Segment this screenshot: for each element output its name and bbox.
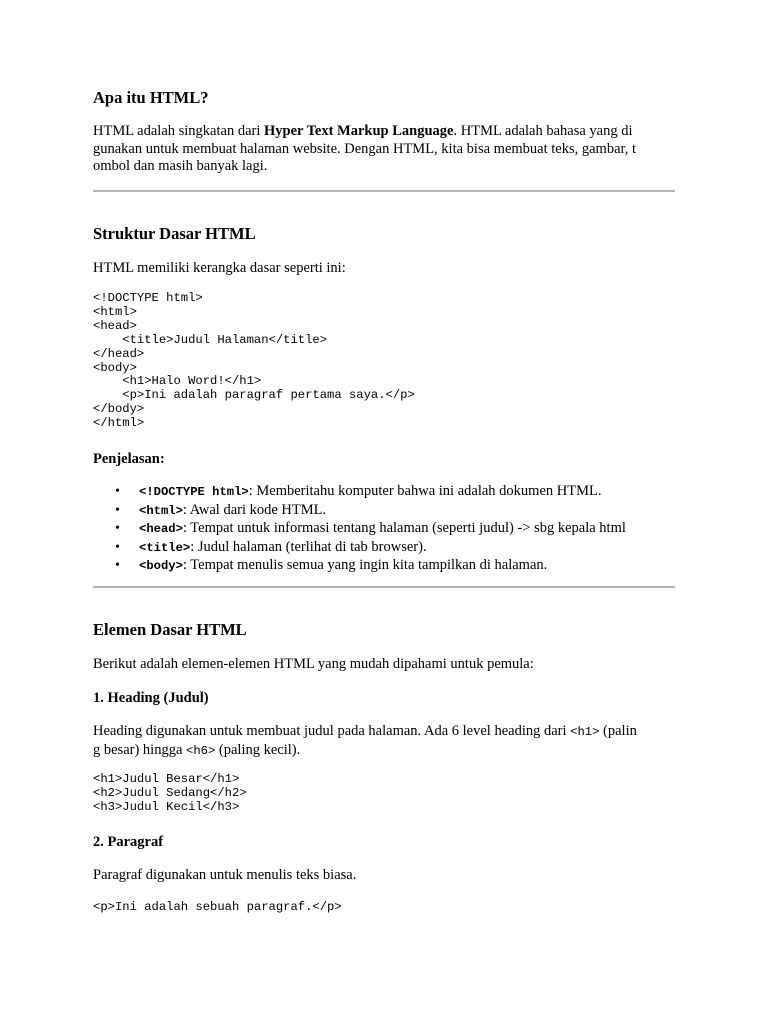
code-block-headings: <h1>Judul Besar</h1> <h2>Judul Sedang</h2> <h3>Judul Kecil</h3> <box>93 772 247 814</box>
intro-prefix: HTML adalah singkatan dari <box>93 123 264 139</box>
section-title-elemen-dasar: Elemen Dasar HTML <box>93 620 247 639</box>
list-item <box>139 539 626 558</box>
heading-description <box>93 723 693 760</box>
list-item-text: : Tempat untuk informasi tentang halaman (seperti judul) -> sbg kepala html <box>182 520 626 536</box>
heading-subtitle: 1. Heading (Judul) <box>93 690 209 706</box>
intro-line-1 <box>93 123 633 139</box>
tag-code: <head> <box>139 522 183 536</box>
list-item-text: : Tempat menulis semua yang ingin kita tampilkan di halaman. <box>182 557 548 573</box>
heading-desc-suffix: (palin <box>599 723 637 739</box>
heading-desc-line2-prefix: g besar) hingga <box>93 741 187 758</box>
intro-paragraph <box>93 123 693 176</box>
list-item-text: : Awal dari kode HTML. <box>182 501 327 518</box>
intro-line1-suffix: . HTML adalah bahasa yang di <box>453 123 633 139</box>
list-item <box>139 557 626 576</box>
struktur-intro: HTML memiliki kerangka dasar seperti ini: <box>93 260 346 276</box>
section-title-apa-itu-html: Apa itu HTML? <box>93 88 209 107</box>
list-item <box>139 483 626 502</box>
section-divider <box>93 586 675 588</box>
tag-code: <html> <box>139 503 183 518</box>
list-item <box>139 502 626 521</box>
explanation-list <box>93 483 626 576</box>
penjelasan-heading: Penjelasan: <box>93 451 165 467</box>
tag-code: <body> <box>139 559 183 573</box>
paragraf-description: Paragraf digunakan untuk menulis teks biasa. <box>93 867 357 883</box>
list-item <box>139 520 626 539</box>
paragraf-subtitle: 2. Paragraf <box>93 834 164 850</box>
tag-code: <title> <box>139 540 191 555</box>
list-item-text: : Memberitahu komputer bahwa ini adalah dokumen HTML. <box>248 483 602 499</box>
h6-code: <h6> <box>186 743 216 758</box>
intro-line-3: ombol dan masih banyak lagi. <box>93 158 268 174</box>
section-divider <box>93 190 675 192</box>
intro-bold-term: Hyper Text Markup Language <box>264 123 454 139</box>
tag-code: <!DOCTYPE html> <box>139 485 249 499</box>
code-block-structure: <!DOCTYPE html> <html> <head> <title>Judul Halaman</title> </head> <body> <h1>Halo Word!</h1> <p>Ini adalah paragraf pertama saya.</p> </body> </html> <box>93 291 415 431</box>
heading-desc-prefix: Heading digunakan untuk membuat judul pada halaman. Ada 6 level heading dari <box>93 723 571 739</box>
heading-desc-line2-suffix: (paling kecil). <box>215 741 301 758</box>
intro-line-2: gunakan untuk membuat halaman website. Dengan HTML, kita bisa membuat teks, gambar, t <box>93 140 637 157</box>
h1-code: <h1> <box>570 725 600 739</box>
section-title-struktur-dasar: Struktur Dasar HTML <box>93 224 256 243</box>
code-block-paragraph: <p>Ini adalah sebuah paragraf.</p> <box>93 900 342 914</box>
list-item-text: : Judul halaman (terlihat di tab browser). <box>190 538 427 555</box>
elemen-intro: Berikut adalah elemen-elemen HTML yang mudah dipahami untuk pemula: <box>93 656 534 672</box>
